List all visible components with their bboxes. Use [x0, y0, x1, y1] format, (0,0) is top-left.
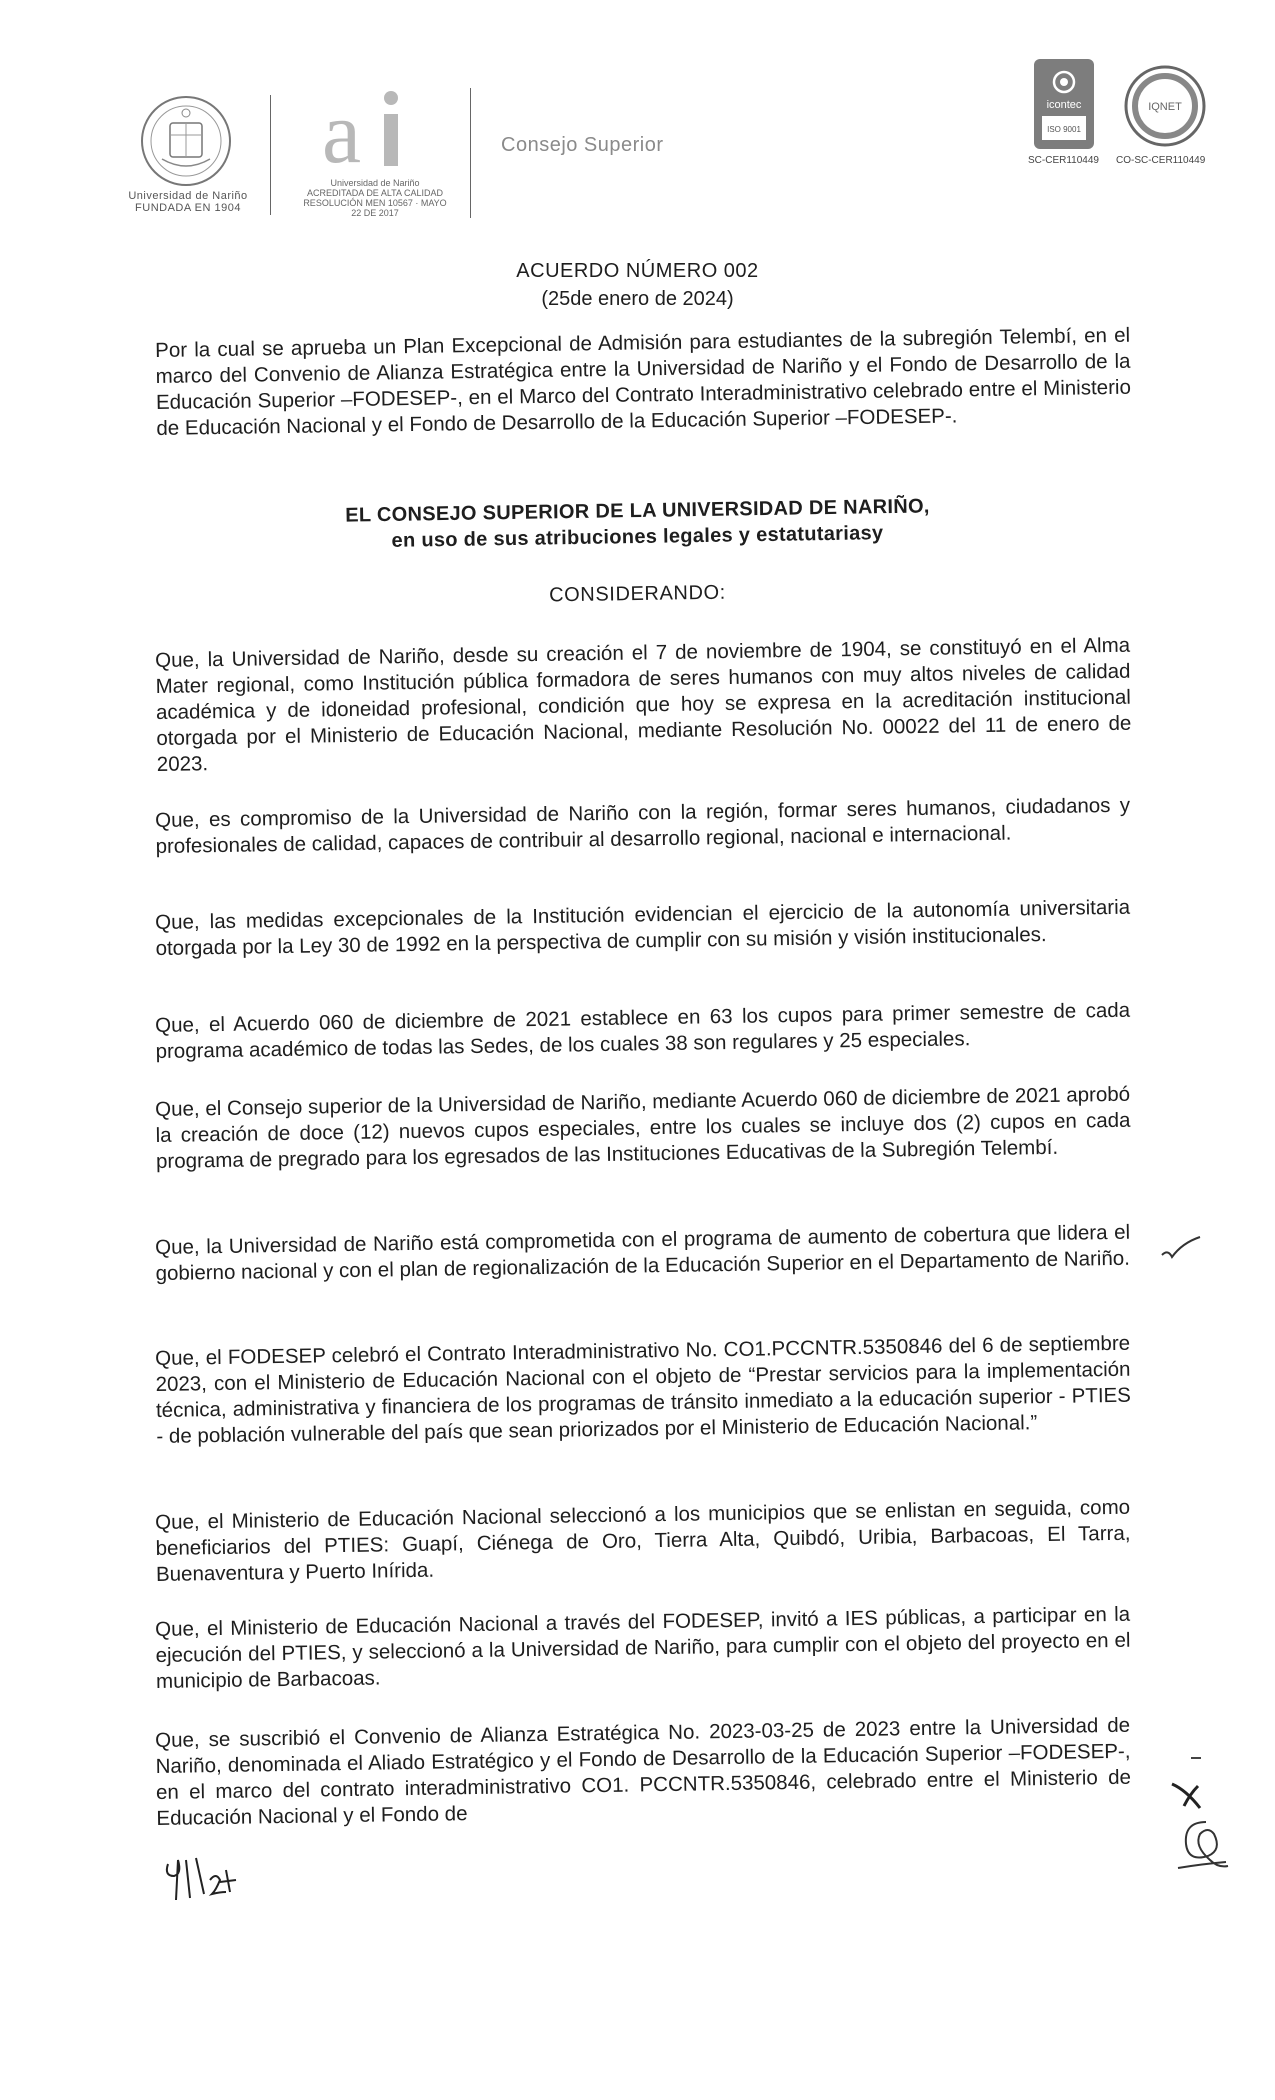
iqnet-cert-label: CO-SC-CER110449	[1116, 155, 1206, 166]
dash-mark-icon	[1190, 1755, 1202, 1761]
accreditation-logo-icon	[300, 82, 440, 182]
initial-mark-icon	[1170, 1780, 1204, 1810]
considerando-heading: CONSIDERANDO:	[548, 581, 727, 607]
checkmark-icon	[1160, 1235, 1202, 1261]
signature-icon	[1172, 1816, 1230, 1872]
header-divider-2	[470, 88, 471, 218]
seal-caption: Universidad de Nariño FUNDADA EN 1904	[128, 190, 248, 214]
document-title: ACUERDO NÚMERO 002	[516, 260, 759, 282]
paragraph-7: Que, el FODESEP celebró el Contrato Interadministrativo No. CO1.PCCNTR.5350846 del 6 de septiembre 2023, con el Ministerio de Educación Nacional con el objeto de “Prestar servicios para la implementación técnica, administrativa y financiera de los programas de tránsito inmediato a la educación superior - PTIES - de población vulnerable del país que sean priorizados por el Ministerio de Educación Nacional.”	[155, 1331, 1132, 1448]
paragraph-3: Que, las medidas excepcionales de la Institución evidencian el ejercicio de la autonomía universitaria otorgada por la Ley 30 de 1992 en la perspectiva de cumplir con su misión y visión institucionales.	[155, 895, 1131, 960]
university-seal-icon	[140, 95, 232, 187]
iqnet-text: IQNET	[1148, 101, 1182, 113]
paragraph-10: Que, se suscribió el Convenio de Alianza Estratégica No. 2023-03-25 de 2023 entre la Universidad de Nariño, denominada el Aliado Estratégico y el Fondo de Desarrollo de la Educación Superior –FODESEP-, en el marco del contrato interadministrativo CO1. PCCNTR.5350846, celebrado entre el Ministerio de Educación Nacional y el Fondo de	[155, 1713, 1132, 1830]
paragraph-2: Que, es compromiso de la Universidad de Nariño con la región, formar seres humanos, ciudadanos y profesionales de calidad, capaces de contribuir al desarrollo regional, nacional e internacional.	[155, 793, 1131, 858]
svg-text:a: a	[322, 85, 362, 182]
paragraph-9: Que, el Ministerio de Educación Nacional a través del FODESEP, invitó a IES públicas, a participar en la ejecución del PTIES, y seleccionó a la Universidad de Nariño, para cumplir con el objeto del proyecto en el municipio de Barbacoas.	[155, 1602, 1131, 1693]
council-title: Consejo Superior	[501, 134, 664, 156]
icontec-text: icontec	[1046, 99, 1082, 111]
handwritten-date-icon	[160, 1850, 240, 1904]
iso-text: ISO 9001	[1047, 125, 1081, 134]
icontec-cert-label: SC-CER110449	[1028, 155, 1099, 166]
document-intro: Por la cual se aprueba un Plan Excepcional de Admisión para estudiantes de la subregión Telembí, en el marco del Convenio de Alianza Estratégica entre la Universidad de Nariño y el Fondo de Desarrollo de la Educación Superior –FODESEP-, en el Marco del Contrato Interadministrativo celebrado entre el Ministerio de Educación Nacional y el Fondo de Desarrollo de la Educación Superior –FODESEP-.	[155, 323, 1132, 440]
document-date: (25de enero de 2024)	[541, 288, 734, 310]
paragraph-5: Que, el Consejo superior de la Universidad de Nariño, mediante Acuerdo 060 de diciembre de 2021 aprobó la creación de doce (12) nuevos cupos especiales, entre los cuales se incluye dos (2) cupos en cada programa de pregrado para los egresados de las Instituciones Educativas de la Subregión Telembí.	[155, 1082, 1131, 1173]
header-divider-1	[270, 95, 271, 215]
iqnet-certification-icon	[1124, 65, 1206, 147]
paragraph-4: Que, el Acuerdo 060 de diciembre de 2021 establece en 63 los cupos para primer semestre de cada programa académico de todas las Sedes, de los cuales 38 son regulares y 25 especiales.	[155, 998, 1131, 1063]
council-heading: EL CONSEJO SUPERIOR DE LA UNIVERSIDAD DE NARIÑO,	[345, 495, 930, 527]
council-subheading: en uso de sus atribuciones legales y estatutariasy	[391, 522, 884, 552]
accreditation-caption: Universidad de Nariño ACREDITADA DE ALTA CALIDAD RESOLUCIÓN MEN 10567 · MAYO 22 DE 2017	[303, 178, 447, 218]
paragraph-6: Que, la Universidad de Nariño está comprometida con el programa de aumento de cobertura que lidera el gobierno nacional y con el plan de regionalización de la Educación Superior en el Departamento de Nariño.	[155, 1220, 1131, 1285]
icontec-certification-icon	[1033, 58, 1095, 150]
paragraph-1: Que, la Universidad de Nariño, desde su creación el 7 de noviembre de 1904, se constituyó en el Alma Mater regional, como Institución pública formadora de seres humanos con muy altos niveles de calidad académica y de idoneidad profesional, condición que hoy se expresa en la acreditación institucional otorgada por el Ministerio de Educación Nacional, mediante Resolución No. 00022 del 11 de enero de 2023.	[155, 633, 1132, 776]
paragraph-8: Que, el Ministerio de Educación Nacional seleccionó a los municipios que se enlistan en seguida, como beneficiarios del PTIES: Guapí, Ciénega de Oro, Tierra Alta, Quibdó, Uribia, Barbacoas, El Tarra, Buenaventura y Puerto Inírida.	[155, 1495, 1131, 1586]
